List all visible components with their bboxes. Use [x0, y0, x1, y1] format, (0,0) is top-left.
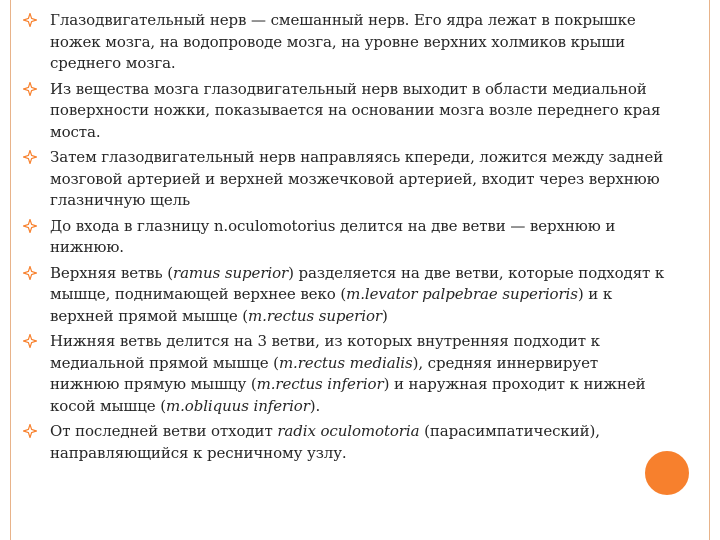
- bullet-text: ), средняя иннервирует нижнюю прямую мышцу (: [50, 353, 599, 393]
- bullet-text: ) и наружная проходит к нижней косой мышце (: [50, 375, 646, 415]
- latin-term: radix oculomotoria: [277, 422, 420, 440]
- diamond-star-icon: [23, 266, 37, 280]
- diamond-star-icon: [23, 424, 37, 438]
- bullet-item: [20, 10, 670, 75]
- bullet-item: [20, 421, 670, 464]
- bullet-item: [20, 216, 670, 259]
- bullet-text: Глазодвигательный нерв — смешанный нерв. Его ядра лежат в покрышке ножек мозга, на водопроводе мозга, на уровне верхних холмиков крыши среднего мозга.: [50, 11, 636, 72]
- diamond-star-icon: [23, 13, 37, 27]
- diamond-star-icon: [23, 219, 37, 233]
- latin-term: ramus superior: [173, 263, 289, 282]
- bullet-text: ) и к верхней прямой мышце (: [50, 285, 613, 325]
- bullet-text: Нижняя ветвь делится на 3 ветви, из которых внутренняя подходит к медиальной прямой мышце (: [50, 332, 600, 372]
- diamond-star-icon: [23, 82, 37, 96]
- bullet-text: Затем глазодвигательный нерв направляясь кпереди, ложится между задней мозговой артерией и верхней мозжечковой артерией, входит через верхнюю глазничную щель: [50, 148, 664, 209]
- bullet-text: (парасимпатический), направляющийся к ресничному узлу.: [50, 422, 600, 462]
- diamond-star-icon: [23, 334, 37, 348]
- bullet-item: [20, 147, 670, 212]
- bullet-text: Из вещества мозга глазодвигательный нерв выходит в области медиальной поверхности ножки, показывается на основании мозга возле переднего края моста.: [50, 79, 661, 141]
- latin-term: m.rectus superior: [248, 306, 382, 325]
- latin-term: m.obliquus inferior: [166, 396, 310, 415]
- bullet-text: От последней ветви отходит: [50, 422, 278, 440]
- bullet-text: ) разделяется на две ветви, которые подходят к мышце, поднимающей верхнее веко (: [50, 263, 665, 303]
- bullet-item: [20, 331, 670, 417]
- bullet-list: [20, 10, 670, 468]
- bullet-text: Верхняя ветвь (: [50, 263, 174, 282]
- bullet-text: ).: [309, 396, 321, 415]
- latin-term: m.rectus inferior: [256, 375, 384, 393]
- latin-term: m.levator palpebrae superioris: [346, 285, 578, 303]
- bullet-item: [20, 263, 670, 328]
- bullet-text: До входа в глазницу n.oculomotorius делится на две ветви — верхнюю и нижнюю.: [50, 216, 616, 256]
- bullet-item: [20, 79, 670, 144]
- decorative-orange-circle: [642, 448, 692, 498]
- latin-term: m.rectus medialis: [278, 353, 413, 372]
- diamond-star-icon: [23, 150, 37, 164]
- bullet-text: ): [381, 306, 388, 325]
